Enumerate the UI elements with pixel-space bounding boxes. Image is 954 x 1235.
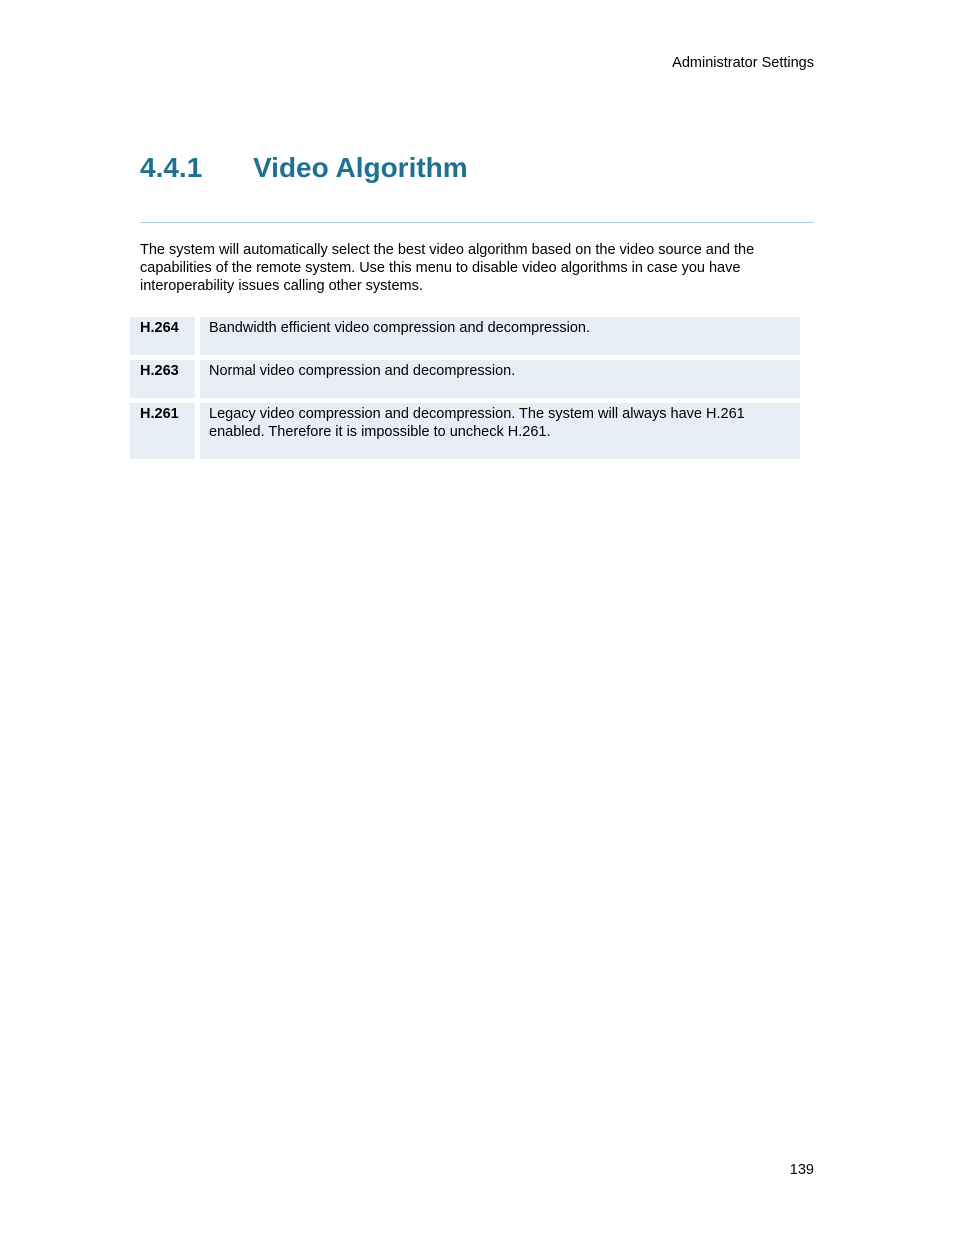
section-title: Video Algorithm	[253, 152, 468, 183]
codec-table	[130, 317, 800, 464]
heading-divider	[140, 222, 814, 223]
section-heading	[140, 150, 468, 186]
codec-description-cell: Bandwidth efficient video compression and decompression.	[200, 317, 800, 355]
codec-description-cell: Normal video compression and decompression.	[200, 360, 800, 398]
table-row	[130, 403, 800, 459]
codec-name-cell: H.263	[130, 360, 195, 398]
page-number: 139	[789, 1162, 814, 1178]
running-header: Administrator Settings	[672, 55, 814, 71]
codec-description-cell: Legacy video compression and decompression. The system will always have H.261 enabled. Therefore it is impossible to uncheck H.261.	[200, 403, 800, 459]
codec-name-cell: H.261	[130, 403, 195, 459]
section-number: 4.4.1	[140, 152, 203, 183]
codec-name-cell: H.264	[130, 317, 195, 355]
intro-paragraph: The system will automatically select the best video algorithm based on the video source and the capabilities of the remote system. Use this menu to disable video algorithms in case you have interoperability issues calling other systems.	[140, 242, 755, 295]
table-row	[130, 317, 800, 355]
table-row	[130, 360, 800, 398]
